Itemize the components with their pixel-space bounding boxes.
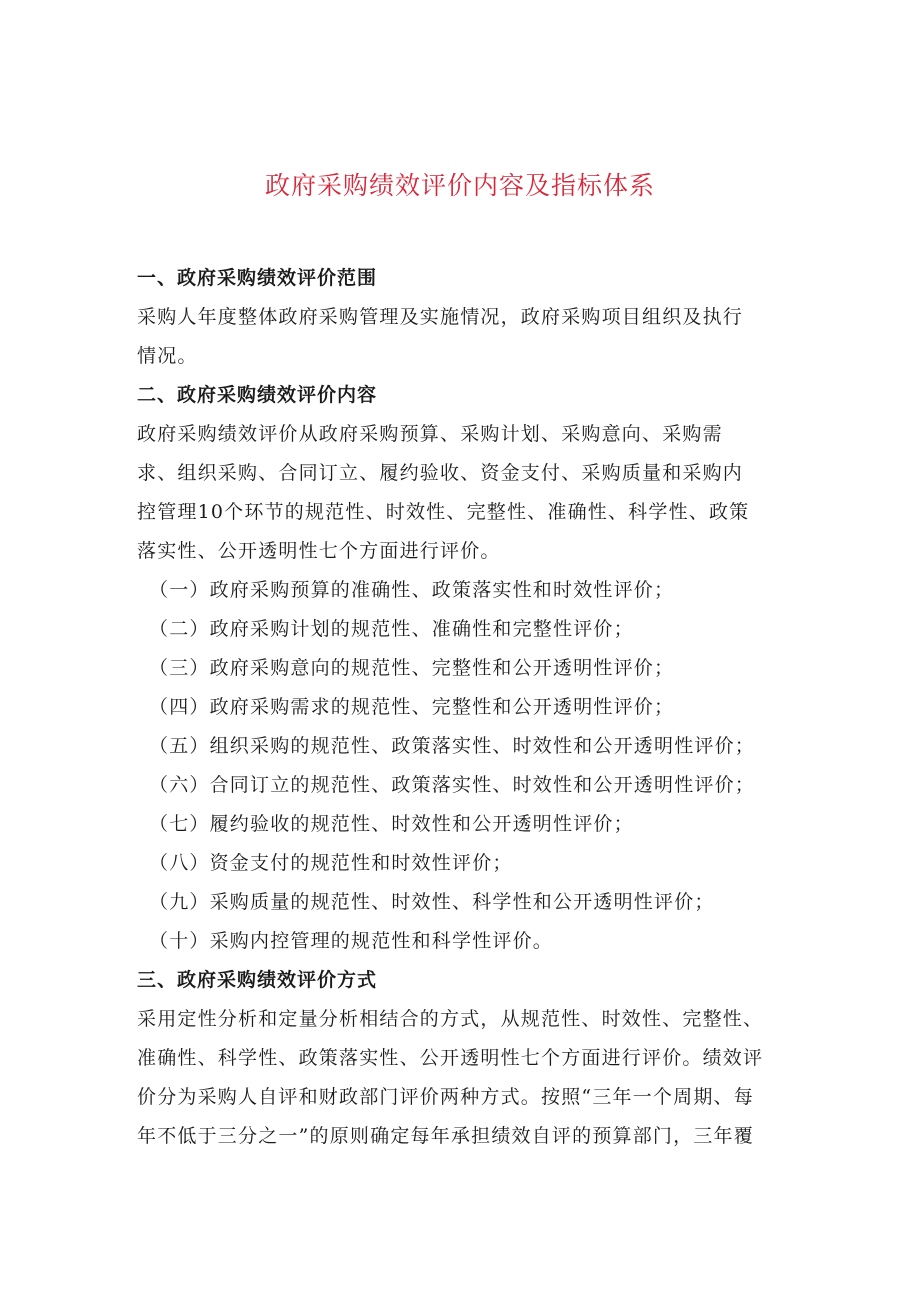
list-item: （四）政府采购需求的规范性、完整性和公开透明性评价； bbox=[149, 696, 675, 718]
paragraph-line: 准确性、科学性、政策落实性、公开透明性七个方面进行评价。绩效评 bbox=[137, 1047, 764, 1069]
list-item: （二）政府采购计划的规范性、准确性和完整性评价； bbox=[149, 618, 634, 640]
paragraph-line: 政府采购绩效评价从政府采购预算、采购计划、采购意向、采购需 bbox=[137, 423, 723, 445]
document-title: 政府采购绩效评价内容及指标体系 bbox=[264, 171, 655, 200]
section-heading-content: 二、政府采购绩效评价内容 bbox=[137, 384, 378, 406]
list-item: （五）组织采购的规范性、政策落实性、时效性和公开透明性评价； bbox=[149, 735, 756, 757]
list-item: （六）合同订立的规范性、政策落实性、时效性和公开透明性评价； bbox=[149, 774, 756, 796]
paragraph-line: 求、组织采购、合同订立、履约验收、资金支付、采购质量和采购内 bbox=[137, 462, 744, 484]
paragraph-line: 控管理10个环节的规范性、时效性、完整性、准确性、科学性、政策 bbox=[137, 501, 750, 523]
paragraph-line: 价分为采购人自评和财政部门评价两种方式。按照“三年一个周期、每 bbox=[137, 1086, 754, 1108]
list-item: （十）采购内控管理的规范性和科学性评价。 bbox=[149, 930, 554, 952]
section-heading-scope: 一、政府采购绩效评价范围 bbox=[137, 267, 378, 289]
list-item: （三）政府采购意向的规范性、完整性和公开透明性评价； bbox=[149, 657, 675, 679]
section-heading-method: 三、政府采购绩效评价方式 bbox=[137, 969, 378, 991]
list-item: （九）采购质量的规范性、时效性、科学性和公开透明性评价； bbox=[149, 891, 715, 913]
list-item: （八）资金支付的规范性和时效性评价； bbox=[149, 852, 513, 874]
paragraph-line: 采购人年度整体政府采购管理及实施情况，政府采购项目组织及执行 bbox=[137, 306, 744, 328]
paragraph-line: 采用定性分析和定量分析相结合的方式，从规范性、时效性、完整性、 bbox=[137, 1008, 764, 1030]
paragraph-line: 落实性、公开透明性七个方面进行评价。 bbox=[137, 540, 501, 562]
paragraph-line: 年不低于三分之一”的原则确定每年承担绩效自评的预算部门，三年覆 bbox=[137, 1125, 754, 1147]
document-body bbox=[137, 259, 817, 1156]
list-item: （一）政府采购预算的准确性、政策落实性和时效性评价； bbox=[149, 579, 675, 601]
list-item: （七）履约验收的规范性、时效性和公开透明性评价； bbox=[149, 813, 634, 835]
paragraph-line: 情况。 bbox=[137, 345, 198, 367]
